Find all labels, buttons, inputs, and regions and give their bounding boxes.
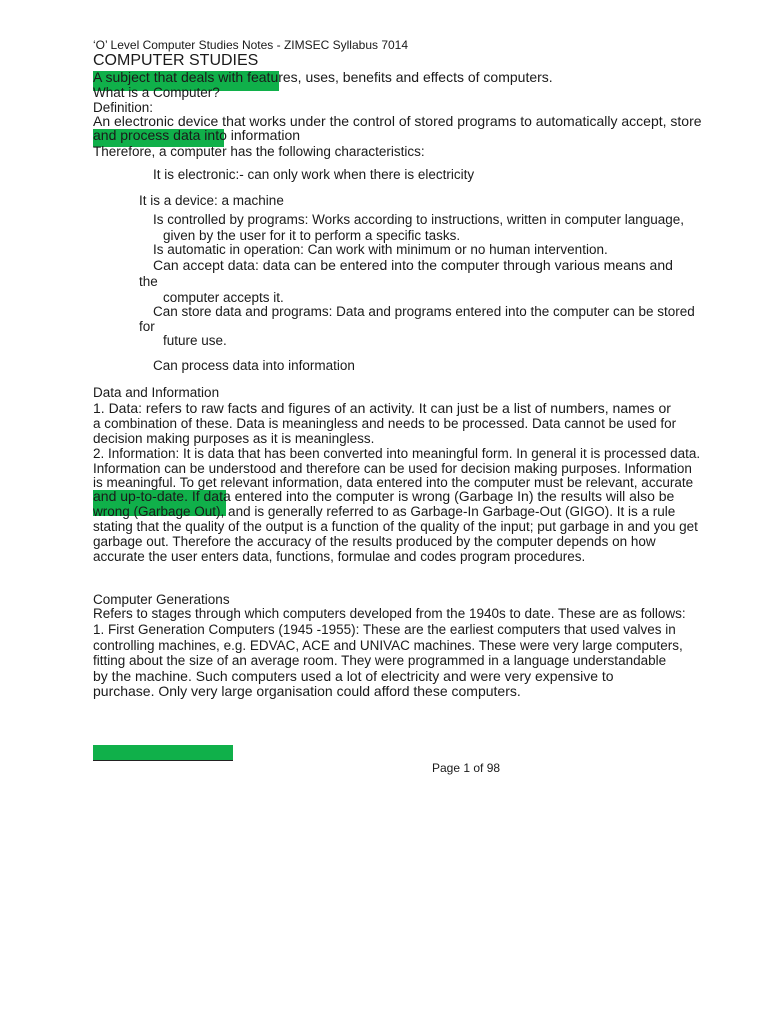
characteristic-item: Can process data into information [153,358,355,373]
body-line: controlling machines, e.g. EDVAC, ACE and UNIVAC machines. These were very large computers, [93,638,683,653]
section-heading: Data and Information [93,385,220,400]
definition-label: Definition: [93,100,154,115]
body-line: a combination of these. Data is meaningless and needs to be processed. Data cannot be used for [93,416,677,431]
definition-text: and process data into information [93,127,301,143]
body-line: accurate the user enters data, functions, formulae and codes program procedures. [93,549,586,564]
characteristic-item: for [139,319,155,334]
characteristic-item: Can store data and programs: Data and programs entered into the computer can be stored [153,304,695,319]
body-line: by the machine. Such computers used a lot of electricity and were very expensive to [93,668,614,684]
definition-text: An electronic device that works under the control of stored programs to automatically accept, store [93,113,702,129]
body-line: stating that the quality of the output is a function of the quality of the input; put garbage in and you get [93,519,698,534]
body-line: Refers to stages through which computers developed from the 1940s to date. These are as follows: [93,606,686,621]
characteristic-item: future use. [163,333,227,348]
body-line: is meaningful. To get relevant information, data entered into the computer must be relevant, accurate [93,475,694,490]
characteristic-item: It is a device: a machine [139,193,284,208]
highlight-mark [93,745,233,760]
characteristic-item: Is controlled by programs: Works according to instructions, written in computer language, [153,212,684,227]
body-line: 2. Information: It is data that has been converted into meaningful form. In general it is processed data. [93,446,701,461]
characteristic-item: given by the user for it to perform a specific tasks. [163,228,461,243]
characteristic-item: computer accepts it. [163,290,284,305]
running-header: ‘O’ Level Computer Studies Notes - ZIMSEC Syllabus 7014 [93,38,409,52]
body-line: 1. First Generation Computers (1945 -1955): These are the earliest computers that used valves in [93,622,676,637]
characteristic-item: the [139,274,158,289]
footer-rule [93,760,233,761]
body-line: wrong (Garbage Out), and is generally referred to as Garbage-In Garbage-Out (GIGO). It is a rule [93,504,676,519]
question-heading: What is a Computer? [93,85,220,100]
section-heading: Computer Generations [93,592,230,607]
body-line: garbage out. Therefore the accuracy of the results produced by the computer depends on how [93,534,656,549]
characteristic-item: Is automatic in operation: Can work with minimum or no human intervention. [153,242,608,257]
characteristics-intro: Therefore, a computer has the following characteristics: [93,144,425,159]
subject-line: A subject that deals with features, uses, benefits and effects of computers. [93,69,553,85]
body-line: Information can be understood and therefore can be used for decision making purposes. Information [93,461,692,476]
body-line: fitting about the size of an average room. They were programmed in a language understandable [93,653,667,668]
characteristic-item: Can accept data: data can be entered into the computer through various means and [153,257,673,273]
page-number: Page 1 of 98 [432,761,501,775]
characteristic-item: It is electronic:- can only work when there is electricity [153,167,475,182]
body-line: and up-to-date. If data entered into the computer is wrong (Garbage In) the results will also be [93,488,675,504]
page-title: COMPUTER STUDIES [93,52,259,69]
body-line: 1. Data: refers to raw facts and figures of an activity. It can just be a list of numbers, names or [93,400,671,416]
body-line: purchase. Only very large organisation could afford these computers. [93,683,521,699]
body-line: decision making purposes as it is meaningless. [93,431,375,446]
